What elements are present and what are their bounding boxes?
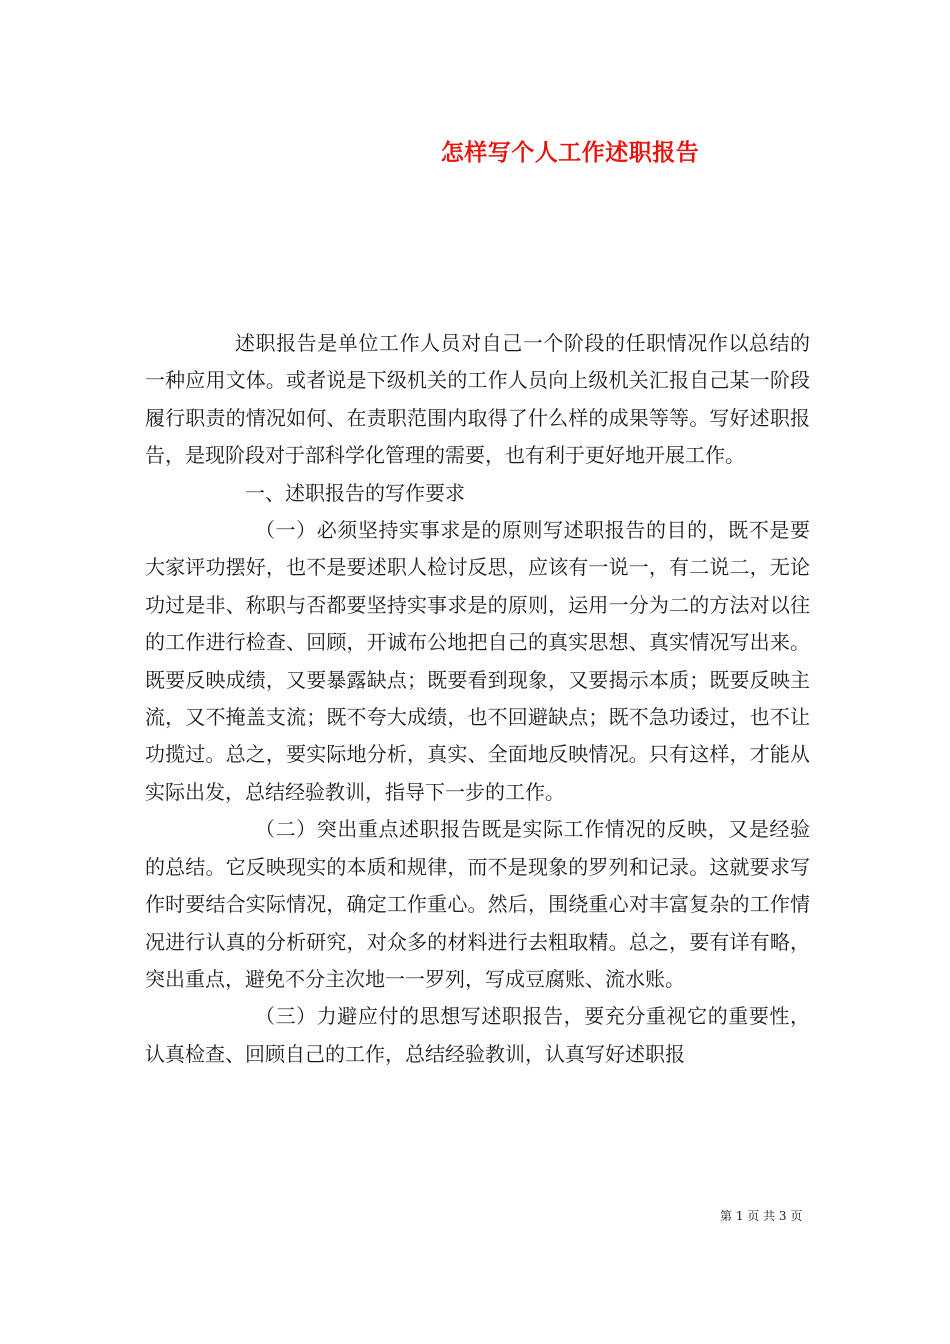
paragraph-point-1: （一）必须坚持实事求是的原则写述职报告的目的，既不是要大家评功摆好，也不是要述职人检讨反思，应该有一说一，有二说二，无论功过是非、称职与否都要坚持实事求是的原则，运用一分为二的方法对以往的工作进行检查、回顾，开诚布公地把自己的真实思想、真实情况写出来。既要反映成绩，又要暴露缺点；既要看到现象，又要揭示本质；既要反映主流，又不掩盖支流；既不夸大成绩，也不回避缺点；既不急功诿过，也不让功揽过。总之，要实际地分析，真实、全面地反映情况。只有这样，才能从实际出发，总结经验教训，指导下一步的工作。 bbox=[145, 518, 810, 804]
paragraph-intro: 述职报告是单位工作人员对自己一个阶段的任职情况作以总结的一种应用文体。或者说是下级机关的工作人员向上级机关汇报自己某一阶段履行职责的情况如何、在责职范围内取得了什么样的成果等等。写好述职报告，是现阶段对于部科学化管理的需要，也有利于更好地开展工作。 bbox=[145, 331, 810, 468]
document-body bbox=[145, 325, 810, 1073]
section-heading: 一、述职报告的写作要求 bbox=[245, 480, 465, 505]
paragraph-point-2: （二）突出重点述职报告既是实际工作情况的反映，又是经验的总结。它反映现实的本质和规律，而不是现象的罗列和记录。这就要求写作时要结合实际情况，确定工作重心。然后，围绕重心对丰富复杂的工作情况进行认真的分析研究，对众多的材料进行去粗取精。总之，要有详有略，突出重点，避免不分主次地一一罗列，写成豆腐账、流水账。 bbox=[145, 817, 810, 991]
paragraph-point-3: （三）力避应付的思想写述职报告，要充分重视它的重要性，认真检查、回顾自己的工作，总结经验教训，认真写好述职报 bbox=[145, 1004, 810, 1066]
document-title: 怎样写个人工作述职报告 bbox=[440, 139, 700, 166]
page-number-footer: 第 1 页 共 3 页 bbox=[720, 1209, 803, 1223]
